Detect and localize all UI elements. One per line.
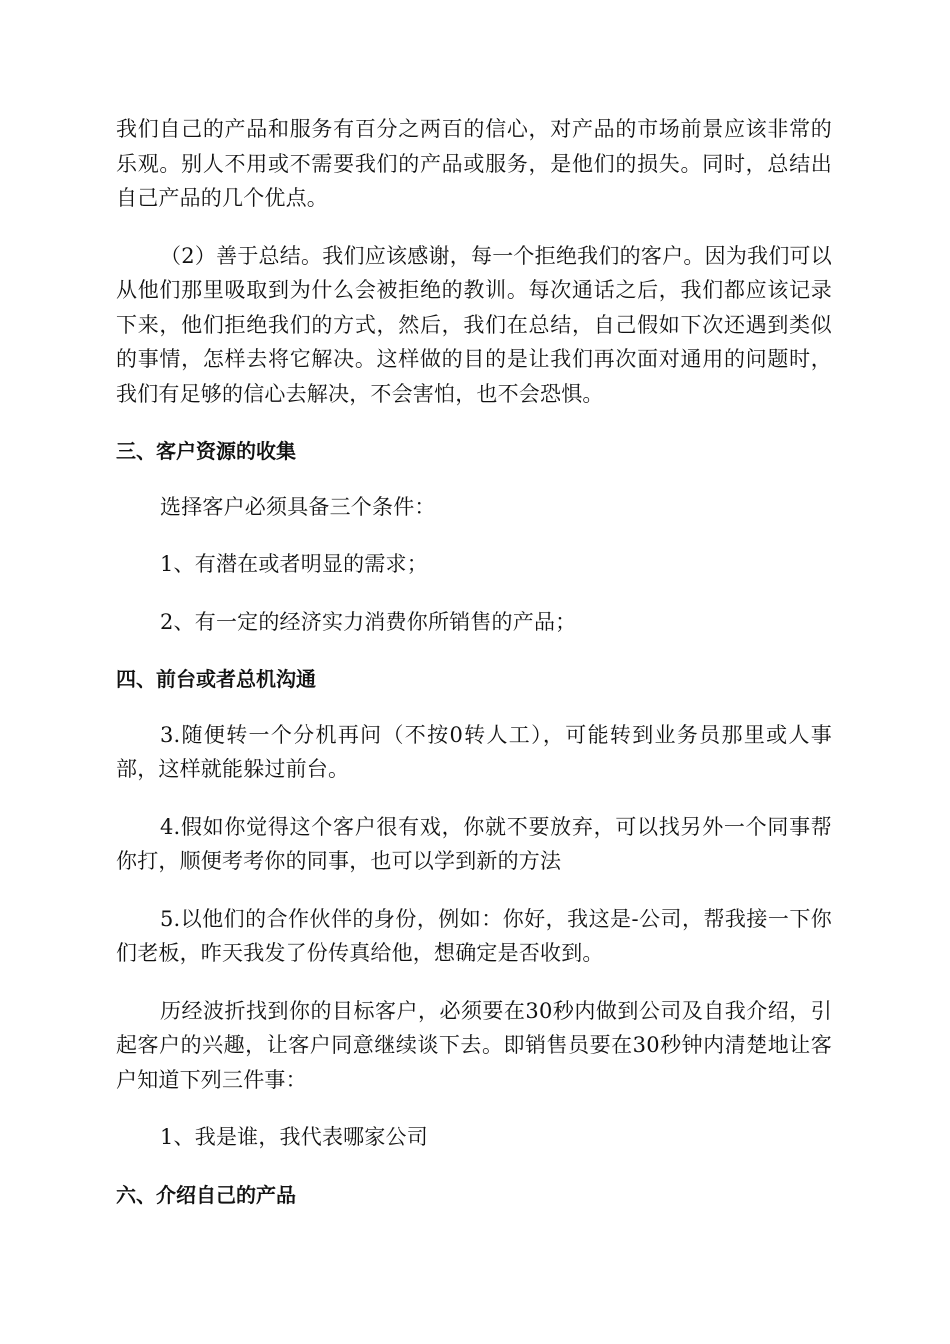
paragraph-good-at-summarizing: （2）善于总结。我们应该感谢，每一个拒绝我们的客户。因为我们可以从他们那里吸取到为什么会被拒绝的教训。每次通话之后，我们都应该记录下来，他们拒绝我们的方式，然后，我们在总结，自己假如下次还遇到类似的事情，怎样去将它解决。这样做的目的是让我们再次面对通用的问题时，我们有足够的信心去解决，不会害怕，也不会恐惧。 (116, 243, 832, 406)
document-page (116, 112, 832, 1233)
list-item-who-am-i: 1、我是谁，我代表哪家公司 (160, 1125, 428, 1149)
section-heading-customer-resources: 三、客户资源的收集 (116, 439, 296, 463)
list-item-tip-4: 4.假如你觉得这个客户很有戏，你就不要放弃，可以找另外一个同事帮你打，顺便考考你的同事，也可以学到新的方法 (116, 814, 832, 873)
list-item-tip-3: 3.随便转一个分机再问（不按0转人工），可能转到业务员那里或人事部，这样就能躲过前台。 (116, 722, 832, 781)
list-item-condition-2: 2、有一定的经济实力消费你所销售的产品； (160, 609, 577, 634)
paragraph-three-conditions: 选择客户必须具备三个条件： (160, 494, 436, 519)
paragraph-product-confidence: 我们自己的产品和服务有百分之两百的信心，对产品的市场前景应该非常的乐观。别人不用或不需要我们的产品或服务，是他们的损失。同时，总结出自己产品的几个优点。 (116, 117, 832, 210)
section-heading-front-desk: 四、前台或者总机沟通 (116, 667, 316, 691)
paragraph-30-seconds: 历经波折找到你的目标客户，必须要在30秒内做到公司及自我介绍，引起客户的兴趣，让客户同意继续谈下去。即销售员要在30秒钟内清楚地让客户知道下列三件事： (116, 998, 832, 1092)
section-heading-introduce-product: 六、介绍自己的产品 (116, 1182, 296, 1207)
list-item-tip-5: 5.以他们的合作伙伴的身份，例如：你好，我这是-公司，帮我接一下你们老板，昨天我发了份传真给他，想确定是否收到。 (116, 906, 832, 965)
list-item-condition-1: 1、有潜在或者明显的需求； (160, 552, 428, 576)
